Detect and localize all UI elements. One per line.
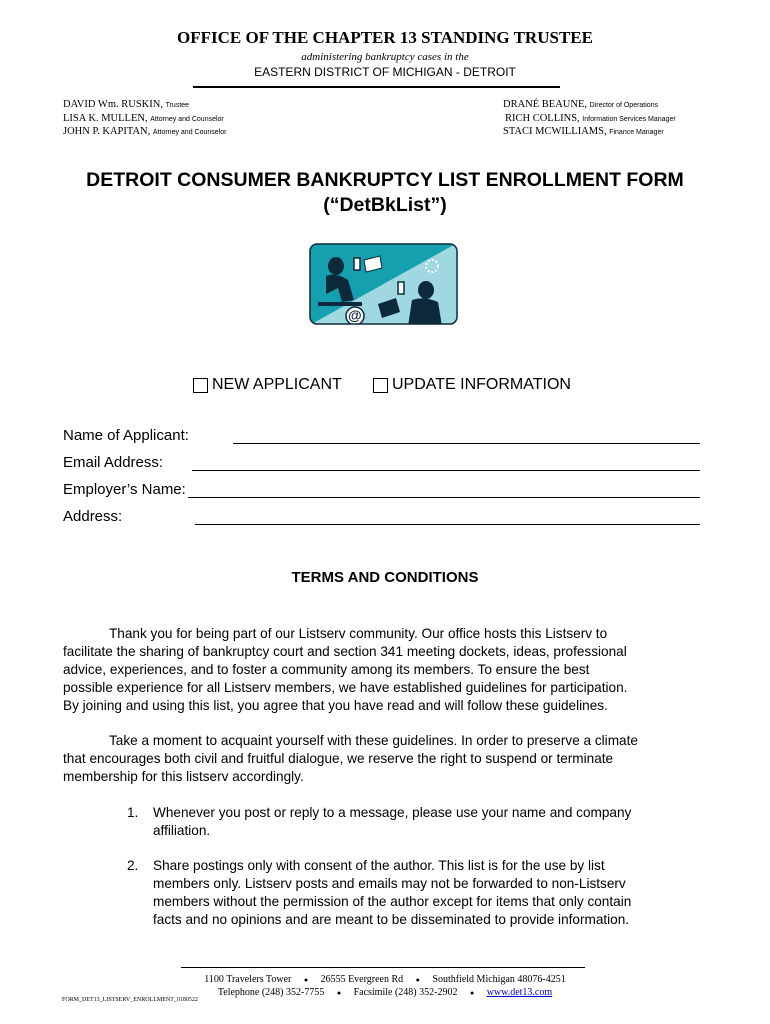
terms-paragraph-2: Take a moment to acquaint yourself with these guidelines. In order to preserve a climate that encourages both civil and fruitful dialogue, we reserve the right to suspend or terminate membership for this listserv accordingly.: [63, 733, 638, 784]
staff-entry: JOHN P. KAPITAN, Attorney and Counselor: [63, 126, 227, 137]
staff-list-left: [63, 99, 226, 140]
address-field[interactable]: [63, 505, 700, 525]
footer-address: 1100 Travelers Tower ● 26555 Evergreen Rd ● Southfield Michigan 48076-4251: [204, 974, 566, 985]
bullet-icon: ●: [469, 989, 475, 997]
applicant-name-label: Name of Applicant:: [63, 427, 189, 444]
address-label: Address:: [63, 508, 123, 525]
new-applicant-label: NEW APPLICANT: [212, 376, 342, 393]
staff-entry: RICH COLLINS, Information Services Manager: [505, 112, 676, 124]
staff-list-right: [503, 99, 676, 140]
footer-contact: Telephone (248) 352-7755 ● Facsimile (248) 352-2902 ● www.det13.com: [217, 987, 553, 998]
applicant-name-field[interactable]: [63, 424, 700, 444]
email-line[interactable]: [192, 456, 700, 471]
bullet-icon: ●: [303, 976, 309, 984]
email-label: Email Address:: [63, 454, 164, 471]
employer-field[interactable]: [63, 478, 700, 498]
listserv-logo: [308, 242, 459, 326]
update-information-option[interactable]: [373, 376, 571, 394]
staff-entry: STACI MCWILLIAMS, Finance Manager: [503, 126, 664, 137]
update-information-label: UPDATE INFORMATION: [392, 376, 571, 393]
employer-label: Employer’s Name:: [63, 481, 186, 498]
applicant-name-line[interactable]: [233, 429, 700, 444]
header-divider: [193, 86, 560, 88]
website-link[interactable]: www.det13.com: [486, 987, 553, 998]
staff-entry: DRANÉ BEAUNE, Director of Operations: [503, 99, 659, 110]
employer-line[interactable]: [188, 483, 700, 498]
update-information-checkbox[interactable]: [373, 378, 388, 393]
bullet-icon: ●: [336, 989, 342, 997]
list-item: 2. Share postings only with consent of the author. This list is for the use by list members only. Listserv posts and emails may not be forwarded to non-Listserv members without the permission of the author except for items that only contain facts and no opinions and are meant to be disseminated to provide information.: [127, 858, 632, 927]
list-item: 1. Whenever you post or reply to a message, please use your name and company affiliation.: [127, 805, 632, 838]
office-subtitle: administering bankruptcy cases in the: [301, 51, 469, 63]
district-name: EASTERN DISTRICT OF MICHIGAN - DETROIT: [254, 65, 516, 79]
footer-divider: [181, 967, 585, 968]
address-line[interactable]: [195, 510, 700, 525]
office-title: OFFICE OF THE CHAPTER 13 STANDING TRUSTEE: [177, 28, 593, 47]
form-title: DETROIT CONSUMER BANKRUPTCY LIST ENROLLMENT FORM (“DetBkList”): [86, 169, 684, 216]
terms-paragraph-1: Thank you for being part of our Listserv community. Our office hosts this Listserv to facilitate the sharing of bankruptcy court and section 341 meeting dockets, ideas, professional advice, experiences, and to foster a community among its members. To ensure the best possible experience for all Listserv members, we have established guidelines for participation. By joining and using this list, you agree that you have read and will follow these guidelines.: [63, 626, 628, 713]
new-applicant-checkbox[interactable]: [193, 378, 208, 393]
email-field[interactable]: [63, 451, 700, 471]
at-symbol: @: [348, 307, 362, 323]
terms-heading: TERMS AND CONDITIONS: [291, 569, 479, 586]
form-code: FORM_DET13_LISTSERV_ENROLLMENT_0180522: [62, 997, 198, 1003]
staff-entry: DAVID Wm. RUSKIN, Trustee: [63, 99, 190, 110]
bullet-icon: ●: [415, 976, 420, 984]
new-applicant-option[interactable]: [193, 376, 342, 394]
staff-entry: LISA K. MULLEN, Attorney and Counselor: [63, 112, 224, 124]
